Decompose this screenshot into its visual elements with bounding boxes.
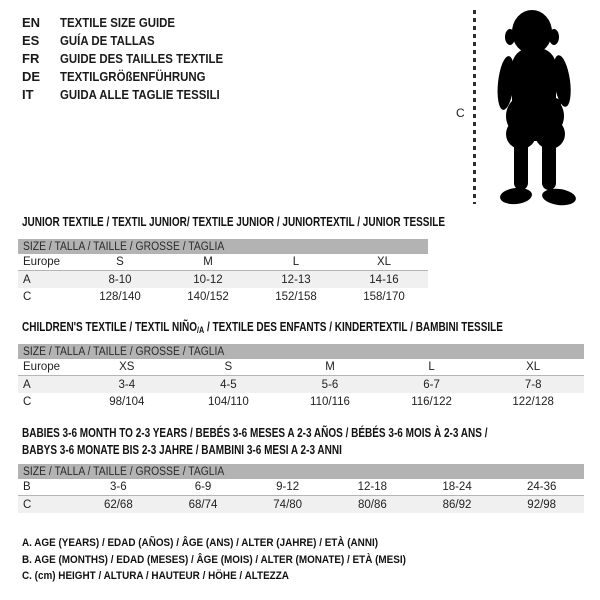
children-size-table <box>18 344 584 410</box>
age-cell: 7-8 <box>524 378 542 391</box>
age-cell: 5-6 <box>321 378 339 391</box>
row-label: Europe <box>23 361 61 373</box>
size-cell: M <box>203 256 213 268</box>
children-title-suffix: / TEXTILE DES ENFANTS / KINDERTEXTIL / BAMBINI TESSILE <box>204 320 503 334</box>
age-cell: 3-6 <box>110 481 127 493</box>
age-cell: 6-7 <box>423 378 440 391</box>
junior-size-table <box>18 239 428 305</box>
size-header-label: SIZE / TALLA / TAILLE / GRÖSSE / TAGLIA <box>23 345 225 358</box>
note-height-cm: C. (cm) HEIGHT / ALTURA / HAUTEUR / HÖHE / ALTEZZA <box>22 570 289 582</box>
height-measure-dashed-line <box>473 10 476 204</box>
junior-size-header-bar <box>18 239 428 254</box>
note-age-months: B. AGE (MONTHS) / EDAD (MESES) / ÂGE (MOIS) / ALTER (MONATE) / ETÀ (MESI) <box>22 553 406 566</box>
language-code: ES <box>22 32 40 48</box>
size-cell: L <box>428 361 435 373</box>
table-row-height <box>18 288 428 305</box>
toddler-silhouette-image <box>480 6 598 208</box>
age-cell: 3-4 <box>118 378 136 391</box>
height-cell: 122/128 <box>512 395 554 408</box>
table-row-europe <box>18 254 428 271</box>
language-code: FR <box>22 50 40 66</box>
language-title: TEXTILGRÖßENFÜHRUNG <box>60 68 206 84</box>
babies-section-title-line2: BABYS 3-6 MONATE BIS 2-3 JAHRE / BAMBINI 3-6 MESI A 2-3 ANNI <box>22 443 342 457</box>
height-measure-label: C <box>456 106 465 120</box>
age-cell: 6-9 <box>194 481 212 493</box>
age-cell: 4-5 <box>220 378 237 391</box>
row-label: A <box>23 378 31 391</box>
language-code: IT <box>22 86 34 102</box>
children-section-title <box>22 320 503 335</box>
table-row-age-months <box>18 479 584 496</box>
height-cell: 62/68 <box>103 498 133 511</box>
height-cell: 152/158 <box>275 290 317 303</box>
babies-section-title-line1: BABIES 3-6 MONTH TO 2-3 YEARS / BEBÉS 3-6 MESES A 2-3 AÑOS / BÉBÉS 3-6 MOIS À 2-3 ANS / <box>22 426 488 440</box>
row-label: C <box>23 498 32 511</box>
height-cell: 98/104 <box>109 395 145 408</box>
language-row-it <box>22 85 245 103</box>
children-title-prefix: CHILDREN'S TEXTILE / TEXTIL NIÑO <box>22 320 197 334</box>
legend-notes <box>22 537 449 587</box>
babies-size-header-bar <box>18 464 584 479</box>
language-row-en <box>22 13 245 31</box>
size-cell: XS <box>119 361 135 373</box>
height-cell: 104/110 <box>208 395 249 408</box>
size-cell: M <box>325 361 335 373</box>
size-cell: L <box>292 256 300 268</box>
language-title: GUÍA DE TALLAS <box>60 32 155 48</box>
age-cell: 10-12 <box>193 273 223 286</box>
language-title-list <box>22 13 245 103</box>
age-cell: 12-13 <box>281 273 311 286</box>
age-cell: 8-10 <box>108 273 132 286</box>
height-cell: 74/80 <box>273 498 303 511</box>
table-row-height <box>18 393 584 410</box>
height-cell: 140/152 <box>187 290 229 303</box>
row-label: B <box>23 481 31 493</box>
age-cell: 14-16 <box>369 273 399 286</box>
table-row-height <box>18 496 584 513</box>
age-cell: 12-18 <box>357 481 388 493</box>
language-title: TEXTILE SIZE GUIDE <box>60 14 176 30</box>
table-row-age <box>18 271 428 288</box>
height-cell: 86/92 <box>442 498 472 511</box>
age-cell: 18-24 <box>442 481 472 493</box>
row-label: Europe <box>23 256 61 268</box>
row-label: A <box>23 273 31 286</box>
height-cell: 68/74 <box>188 498 218 511</box>
language-title: GUIDA ALLE TAGLIE TESSILI <box>60 86 220 102</box>
table-row-europe <box>18 359 584 376</box>
height-cell: 110/116 <box>310 395 350 408</box>
size-cell: S <box>224 361 233 373</box>
language-row-fr <box>22 49 245 67</box>
size-cell: S <box>116 256 124 268</box>
language-code: EN <box>22 14 41 30</box>
height-cell: 158/170 <box>363 290 405 303</box>
size-cell: XL <box>526 361 541 373</box>
size-header-label: SIZE / TALLA / TAILLE / GRÖSSE / TAGLIA <box>23 240 225 253</box>
age-cell: 9-12 <box>276 481 300 493</box>
babies-size-table <box>18 464 584 513</box>
language-code: DE <box>22 68 41 84</box>
junior-section-title: JUNIOR TEXTILE / TEXTIL JUNIOR/ TEXTILE JUNIOR / JUNIORTEXTIL / JUNIOR TESSILE <box>22 215 446 229</box>
height-cell: 116/122 <box>411 395 452 408</box>
language-row-es <box>22 31 245 49</box>
row-label: C <box>23 395 32 408</box>
size-cell: XL <box>376 256 392 268</box>
table-row-age <box>18 376 584 393</box>
children-size-header-bar <box>18 344 584 359</box>
row-label: C <box>23 290 32 303</box>
size-header-label: SIZE / TALLA / TAILLE / GRÖSSE / TAGLIA <box>23 465 225 478</box>
age-cell: 24-36 <box>526 481 557 493</box>
height-cell: 92/98 <box>527 498 557 511</box>
children-title-subscript: /A <box>196 325 205 335</box>
height-cell: 128/140 <box>99 290 141 303</box>
note-age-years: A. AGE (YEARS) / EDAD (AÑOS) / ÂGE (ANS) / ALTER (JAHRE) / ETÀ (ANNI) <box>22 537 379 549</box>
height-cell: 80/86 <box>357 498 387 511</box>
language-row-de <box>22 67 245 85</box>
language-title: GUIDE DES TAILLES TEXTILE <box>60 50 224 66</box>
